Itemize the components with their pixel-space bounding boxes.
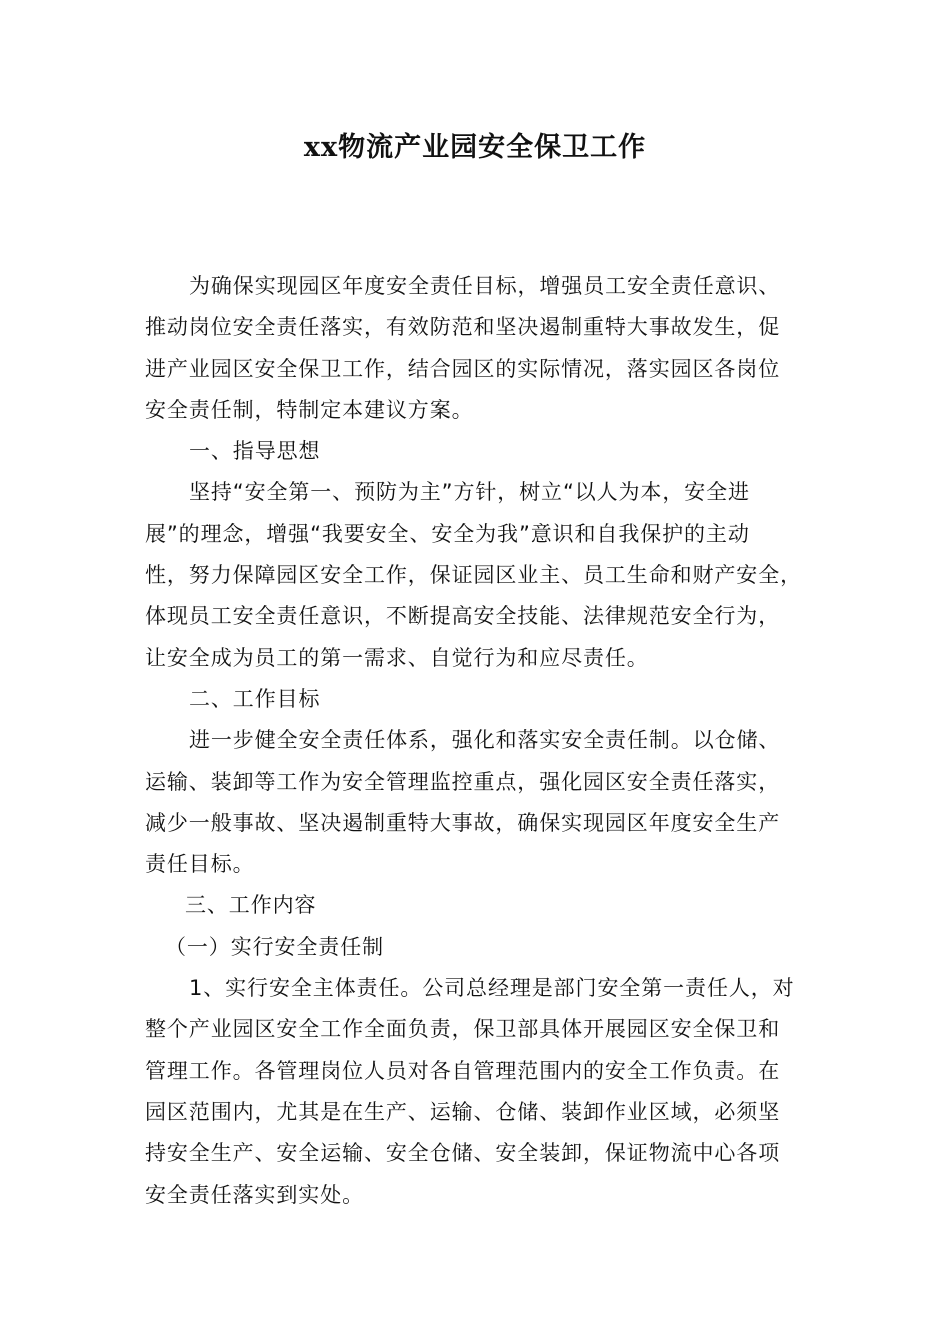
paragraph-line: 运输、装卸等工作为安全管理监控重点，强化园区安全责任落实， xyxy=(145,769,781,794)
paragraph-line: 展”的理念，增强“我要安全、安全为我”意识和自我保护的主动 xyxy=(145,521,750,546)
section-heading: 一、指导思想 xyxy=(189,439,321,464)
paragraph-line: 让安全成为员工的第一需求、自觉行为和应尽责任。 xyxy=(145,645,649,670)
paragraph-line: 体现员工安全责任意识，不断提高安全技能、法律规范安全行为， xyxy=(145,604,781,629)
paragraph-line: 进一步健全安全责任体系，强化和落实安全责任制。以仓储、 xyxy=(189,728,781,753)
paragraph-line: 责任目标。 xyxy=(145,852,255,877)
paragraph-line: 持安全生产、安全运输、安全仓储、安全装卸，保证物流中心各项 xyxy=(145,1141,781,1166)
paragraph-line: 整个产业园区安全工作全面负责，保卫部具体开展园区安全保卫和 xyxy=(145,1017,781,1042)
document-title: xx物流产业园安全保卫工作 xyxy=(303,132,647,163)
section-heading: 二、工作目标 xyxy=(189,686,321,711)
paragraph-line: 性，努力保障园区安全工作，保证园区业主、员工生命和财产安全， xyxy=(145,563,802,588)
paragraph-line: 坚持“安全第一、预防为主”方针，树立“以人为本，安全进 xyxy=(189,480,750,505)
paragraph-line: 为确保实现园区年度安全责任目标，增强员工安全责任意识、 xyxy=(189,274,781,298)
paragraph-line: 园区范围内，尤其是在生产、运输、仓储、装卸作业区域，必须坚 xyxy=(145,1099,781,1124)
paragraph-line: 减少一般事故、坚决遏制重特大事故，确保实现园区年度安全生产 xyxy=(145,810,781,835)
paragraph-line: 进产业园区安全保卫工作，结合园区的实际情况，落实园区各岗位 xyxy=(145,356,781,381)
paragraph-line: 安全责任制，特制定本建议方案。 xyxy=(145,397,474,422)
paragraph-line: 安全责任落实到实处。 xyxy=(145,1182,364,1207)
subsection-heading: （一）实行安全责任制 xyxy=(165,934,384,959)
document-body xyxy=(145,266,815,1216)
paragraph-line: 管理工作。各管理岗位人员对各自管理范围内的安全工作负责。在 xyxy=(145,1058,781,1083)
section-heading: 三、工作内容 xyxy=(185,893,317,918)
paragraph-line: 1、实行安全主体责任。公司总经理是部门安全第一责任人，对 xyxy=(189,976,795,1001)
paragraph-line: 推动岗位安全责任落实，有效防范和坚决遏制重特大事故发生，促 xyxy=(145,315,781,340)
